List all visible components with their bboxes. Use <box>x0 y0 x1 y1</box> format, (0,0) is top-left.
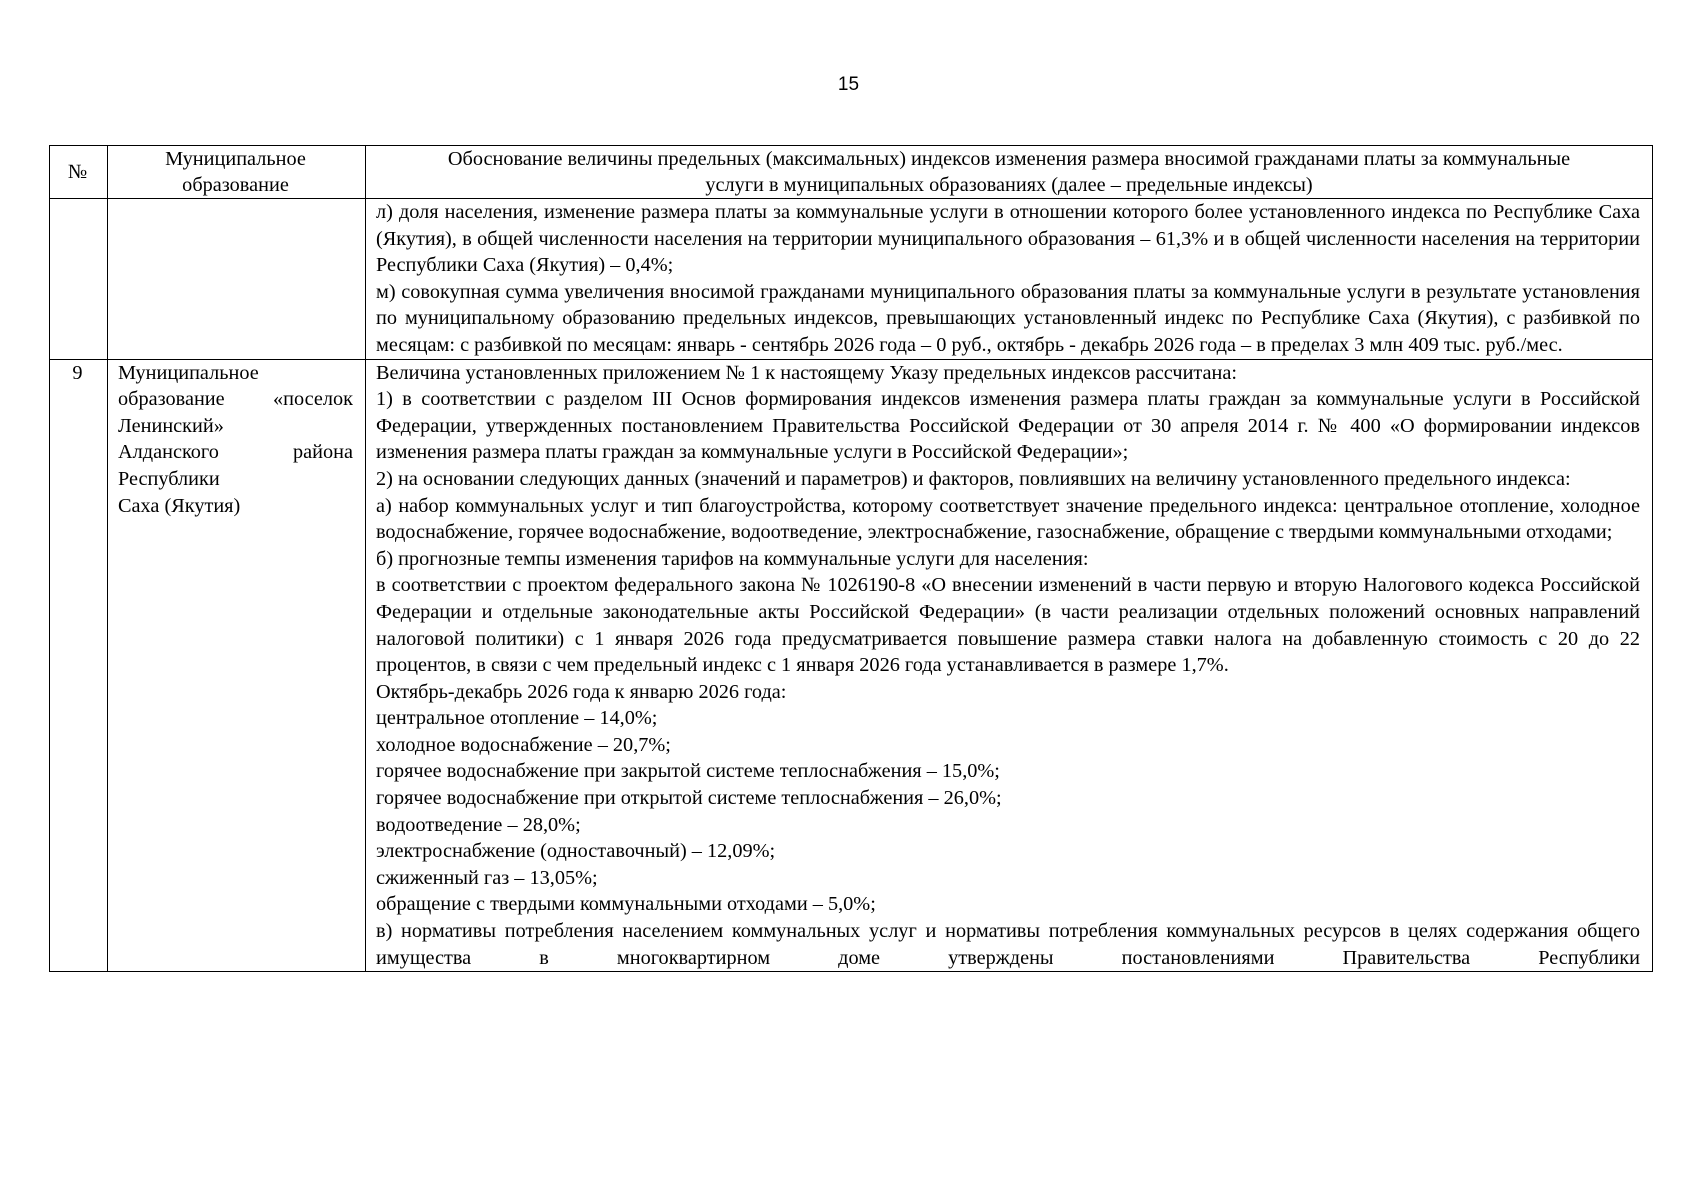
rate-line: сжиженный газ – 13,05%; <box>376 866 598 889</box>
rate-line: электроснабжение (одноставочный) – 12,09%; <box>376 840 776 863</box>
paragraph-2: 2) на основании следующих данных (значений и параметров) и факторов, повлиявших на величину установленного предельного индекса: <box>376 467 1571 490</box>
cell-municipality <box>108 359 366 972</box>
paragraph-m: м) совокупная сумма увеличения вносимой гражданами муниципального образования платы за коммунальные услуги в результате установления по муниципальному образованию предельных индексов, превышающих установленный индекс по Республике Саха (Якутия), с разбивкой по месяцам: с разбивкой по месяцам: январь - сентябрь 2026 года – 0 руб., октябрь - декабрь 2026 года – в пределах 3 млн 409 тыс. руб./мес. <box>376 280 1640 356</box>
paragraph-a: а) набор коммунальных услуг и тип благоустройства, которому соответствует значение предельного индекса: центральное отопление, холодное водоснабжение, горячее водоснабжение, водоотведение, электроснабжение, газоснабжение, обращение с твердыми коммунальными отходами; <box>376 494 1640 544</box>
rate-line: горячее водоснабжение при закрытой системе теплоснабжения – 15,0%; <box>376 760 1000 783</box>
table-row-continuation <box>50 199 1653 360</box>
cell-number: 9 <box>50 359 108 972</box>
cell-justification <box>366 359 1653 972</box>
municipality-line: Муниципальное <box>118 361 259 384</box>
rate-line: горячее водоснабжение при открытой системе теплоснабжения – 26,0%; <box>376 787 1002 810</box>
table-header-row <box>50 146 1653 199</box>
paragraph-v: в) нормативы потребления населением коммунальных услуг и нормативы потребления коммунальных ресурсов в целях содержания общего имущества в многоквартирном доме утверждены постановлениями Правительства Республики <box>376 920 1640 969</box>
rate-line: обращение с твердыми коммунальными отходами – 5,0%; <box>376 893 876 916</box>
paragraph-l: л) доля населения, изменение размера платы за коммунальные услуги в отношении которого более установленного индекса по Республике Саха (Якутия), в общей численности населения на территории муниципального образования – 61,3% и в общей численности населения на территории Республики Саха (Якутия) – 0,4%; <box>376 201 1640 277</box>
municipality-line: образование «поселок <box>118 388 353 411</box>
paragraph-1: 1) в соответствии с разделом III Основ формирования индексов изменения размера платы граждан за коммунальные услуги в Российской Федерации, утвержденных постановлением Правительства Российской Федерации от 30 апреля 2014 г. № 400 «О формировании индексов изменения размера платы граждан за коммунальные услуги в Российской Федерации»; <box>376 388 1640 464</box>
municipality-line: Республики <box>118 467 220 490</box>
rate-line: водоотведение – 28,0%; <box>376 813 581 836</box>
header-number: № <box>50 146 108 199</box>
rate-line: холодное водоснабжение – 20,7%; <box>376 733 671 756</box>
justification-table <box>49 145 1653 972</box>
rates-intro: Октябрь-декабрь 2026 года к январю 2026 года: <box>376 680 787 703</box>
header-justification: Обоснование величины предельных (максимальных) индексов изменения размера вносимой гражданами платы за коммунальные услуги в муниципальных образованиях (далее – предельные индексы) <box>366 146 1653 199</box>
rate-line: центральное отопление – 14,0%; <box>376 707 658 730</box>
municipality-line: Алданского района <box>118 441 353 464</box>
cell-number <box>50 199 108 360</box>
cell-justification <box>366 199 1653 360</box>
table-row-9 <box>50 359 1653 972</box>
paragraph-vat: в соответствии с проектом федерального закона № 1026190-8 «О внесении изменений в части первую и вторую Налогового кодекса Российской Федерации и отдельные законодательные акты Российской Федерации» (в части реализации отдельных положений основных направлений налоговой политики) с 1 января 2026 года предусматривается повышение размера ставки налога на добавленную стоимость с 20 до 22 процентов, в связи с чем предельный индекс с 1 января 2026 года устанавливается в размере 1,7%. <box>376 574 1640 677</box>
cell-municipality <box>108 199 366 360</box>
header-municipality: Муниципальное образование <box>108 146 366 199</box>
paragraph-b: б) прогнозные темпы изменения тарифов на коммунальные услуги для населения: <box>376 547 1089 570</box>
page-number: 15 <box>837 74 860 95</box>
paragraph-intro: Величина установленных приложением № 1 к настоящему Указу предельных индексов рассчитана: <box>376 361 1238 384</box>
municipality-line: Саха (Якутия) <box>118 494 241 517</box>
municipality-line: Ленинский» <box>118 414 224 437</box>
